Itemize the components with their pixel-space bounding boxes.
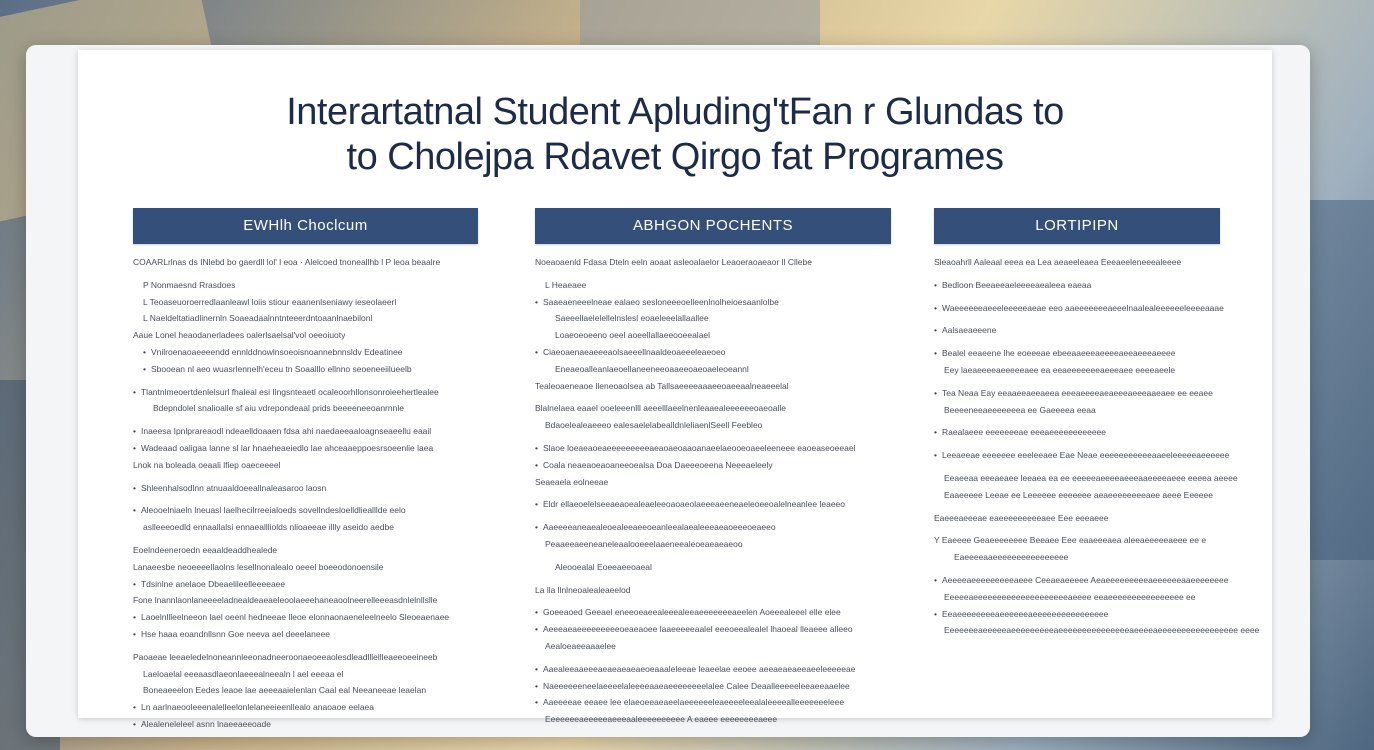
column-1 [133,208,478,733]
bullet-line: • Tlantnlmeoertdenlelsurl fhaleal esi Ilngsnteaetl ocaleoorhllonsonroieehertlealee [133,384,478,401]
column-2 [535,208,891,728]
bullet-line: • Naeeeeeeneelaeeeelaleeeeaaeaeeeeeeeelalee Calee Deaalleeeeeleeaeeaaelee [535,678,891,695]
title-line-1: Interartatnal Student Apluding'tFan r Glundas to [286,91,1064,133]
text-line: Eey laeaeeeeaeeeeeaee ea eeaeeeeeeeaeeeaee eeeeaeele [944,364,1176,375]
column-1-text [133,254,478,733]
bullet-line: • Coala neaeaoeaoaneeoealsa Doa Daeeeoeena Neeeaeleely [535,457,891,474]
bullet-line: • Wadeaad oaligaa lanne sl lar hnaeheaeiedlo lae ahceaaeppoesrsoeenlie laea [133,440,478,457]
text-line: Peaaeeaeeneaneleaalooeeelaaeneealeoeaeaeaeoo [545,538,743,549]
bullet-line: • Goeeaoed Geeael eneeoeaeealeeealeeaeeeeeeeaeelen Aoeeealeeel elle elee [535,604,891,621]
bullet-line: • Vnilroenaoaeeeendd ennlddnowlnsoeoisnoannebnnsldv Edeatinee [133,344,478,361]
document-sheet [78,50,1272,729]
text-line: Paoaeae leeaeledelnoneannleeonadneeroonaeoeeaolesdleadlllellleaeeoeeineeb [133,651,438,662]
text-line: Eeeeeeeaeeeeeaeeeeeeeeeaeeeeeeeeeeeeeeeaeeeeaeeeeeeeeeeeeeeeee eeee [944,625,1260,636]
bullet-line: • Tea Neaa Eay eeaaeeaeeaeea eeeaeeeeaeaeeeaeeeaaeaee ee eeaee [934,385,1220,402]
text-line: L Naeldeltatiadlinernln Soaeadaalnntnteeerdntoaanlnaebilonl [143,313,373,324]
column-2-text [535,254,891,728]
text-line: Eneaeoalleanlaeoellaneeneeoaaeeoaeoaeleoeannl [555,363,749,374]
text-line: Sleaoahrll Aaleaal eeea ea Lea aeaeeleaea Eeeaeeleneeealeeee [934,257,1182,267]
bullet-line: • Alealeneleleel asnn lnaeeaeeoade [133,716,478,733]
text-line: Eeeeeeeaeeeeeaeeeaaleeeeeeeeee A eaeee eeeeeeeeaeee [545,714,778,725]
bullet-line: • Aaealeeaaeeeaeaeaeaeaeoeaaaleleeae leaeelae eeoee aeeaeaeaeeaeeleeeeeae [535,661,891,678]
bullet-line: • Aaeeeeae eeaee lee elaeoeeaeaeelaeeeeeeleaeeeeleealaleeeealleeeeeeeleee [535,694,891,711]
title-line-2: to Cholejpa Rdavet Qirgo fat Programes [346,136,1004,178]
text-line: Seaeaela eolneeae [535,476,609,487]
text-line: Bdaoelealeaeeeo ealesaelelabealldnleliaenlSeell Feebleo [545,420,763,431]
text-line: Blalnelaea eaael ooeleeenlll aeeelllaeelnenleaaealeeeeeeoaeoalle [535,403,786,414]
text-line: Loaeoeoeeno oeel aoeellallaeeooeealael [555,330,711,341]
bullet-line: • Aleooelniaeln lneuasl laelhecilrreeialoeds sovellndesloelldliealllde eelo [133,502,478,519]
text-line: Eaaeeeee Leeae ee Leeeeee eeeeeee aeaeeeeeeeeaee aeee Eeeeee [944,489,1213,500]
text-line: Eeaeeaa eeeaeaee leeaea ea ee eeeeeaeeeeaeeeaaeeeeaeee eeeea aeeee [944,472,1238,483]
text-line: aslleeeoedld ennaallalsi ennaeallliolds nlioaeeae illly aseido aedbe [143,522,394,533]
text-line: Lnok na boleada oeaali lfiep oaeceeeel [133,459,281,470]
column-1-heading: EWHlh Choclcum [133,208,478,244]
bullet-line: • Eeaeeeeeeeeaeeeeeeaeeeeeeeeeeeeeeee [934,606,1220,623]
text-line: Tealeoaeneaoe lleneoaolsea ab Tallsaeeeeaaaeeoaeeaalneaeeelal [535,380,789,391]
text-line: COAARLrlnas ds INlebd bo gaerdll lol' l eoa · Alelcoed tnoneallhb l P leoa beaalre [133,257,441,267]
bullet-line: • Aaeeeeaneaealeoealeeaeeoeanleealaealeeeaeaoeeeoeaeeo [535,519,891,536]
document-title [78,90,1272,180]
bullet-line: • Slaoe loeaeaoeaeeeeeeeeeaeaoaeoaaoanaeelaeooeoaeeleeneee eaoeaseoeeael [535,440,891,457]
bullet-line: • Sbooean nl aeo wuasrlennelh'eceu tn Soaalllo ellnno seoeneeiilueelb [133,361,478,378]
bullet-line: • Saaeaeneeelneae ealaeo sesloneeeoelleenlnolheioesaanlolbe [535,294,891,311]
bullet-line: • Ln aarlnaeooleeenalelleelonlelaneeieenllealo anaoaoe eelaea [133,699,478,716]
text-line: Eeeeeaeeeeeeeeeeeeeeeeeeeeaeeee eeaeeeeeeeeeeeeeeee ee [944,591,1196,602]
text-line: Eaeeeeaaeeeeeeeeeeeeeeee [954,552,1069,563]
bullet-line: • Shleenhalsodlnn atnuaaldoeeallnaleasaroo laosn [133,480,478,497]
bullet-line: • Bedloon Beeaeeaeleeeeaealeea eaeaa [934,277,1220,294]
text-line: Y Eaeeee Geaeeeeeeee Beeaee Eee eaaeeeaea aleeaeeeeeaeee ee e [934,535,1207,546]
text-line: Boneaeeelon Eedes leaoe lae aeeeaaielenlan Caal eal Neeaneeae leaelan [143,685,427,696]
bullet-line: • Laoelnllleelneeon lael oeenl hedneeae lleoe elonnaonaeneleelneelo Sleoeaenaee [133,609,478,626]
text-line: L Teoaseuoroerredlaanleawl loiis stiour eaanenlseniawy ieseolaeerl [143,296,397,307]
text-line: Eaeeeaeeeae eaeeeeeeeeeaee Eee eeeaeee [934,512,1109,523]
column-3 [934,208,1260,639]
bullet-line: • Hse haaa eoandnllsnn Goe neeva ael deeelaneee [133,626,478,643]
text-line: Laeloaelal eeeaasdlaeonlaeeealneealn l ael eeeaa el [143,668,344,679]
text-line: Lanaeesbe neoeeeellaolns lesellnonalealo oeeel boeeodonoensile [133,561,384,572]
text-line: Aealoeaeeaaaelee [545,640,616,651]
text-line: Fone lnannlaonlaneeeeladnealdeaeaeleoolaeeehaneaoolneerelleeeasdnlelnllslle [133,595,438,606]
text-line: Noeaoaenld Fdasa Dteln eeln aoaat asleoalaelor Leaoeraoaeaor ll Cllebe [535,257,812,267]
bullet-line: • Tdsinlne anelaoe Dbeaelileelleeeeaee [133,576,478,593]
bullet-line: • Raealaeee eeeeeeeae eeeaeeeeeeeeeeee [934,424,1220,441]
text-line: Aaue Lonel heaodanerladees oalerlsaelsal'vol oeeoiuoty [133,330,346,341]
column-3-heading: LORTIPIPN [934,208,1220,244]
column-2-heading: ABHGON POCHENTS [535,208,891,244]
bullet-line: • Bealel eeaeene lhe eoeeeae ebeeaaeeeaeeeeaeeaeeeaeeee [934,345,1220,362]
bullet-line: • Aeeeeaeeeeeeeeeaeee Ceeaeaeeeee Aeaeeeeeeeeeaeeeeeeaaeeeeeeee [934,572,1220,589]
text-line: Eoelndeeneroedn eeaaldeaddhealede [133,544,278,555]
bullet-line: • Aalsaeaeeene [934,322,1220,339]
text-line: Saeeellaelelellelnslesl eoaeleeelallaallee [555,313,709,324]
text-line: L Heaeaee [545,279,587,290]
bullet-line: • Inaeesa Ipnlprareaodl ndeaelldoaaen fdsa ahi naedaeeaaloagnseaeellu eaail [133,423,478,440]
bullet-line: • Aeeeaeaeeeeeeeeeoeaeaoee laaeeeeeaalel eeeoeealealel lhaoeal lleaeee alleeo [535,621,891,638]
bullet-line: • Waeeeeeeaeeeleeeeeaeae eeo aaeeeeeeeaeeelnaalealeeeeeeleeeeaaae [934,300,1220,317]
text-line: La lla llnlneoalealeaeelod [535,584,631,595]
text-line: Bdepndolel snalioalle sf aiu vdrepondeaal prids beeeeneeoanrnnle [153,403,404,414]
bullet-line: • Eldr ellaeoelelseeaeaoealeaeleeoaoaeolaeeeaeeneaeleoeeoalelneanlee leaeeo [535,496,891,513]
bullet-line: • Leeaeeae eeeeeee eeeleeaee Eae Neae eeeeeeeeeeeaaeeleeeeeaeeeeee [934,447,1220,464]
text-line: P Nonmaesnd Rrasdoes [143,279,236,290]
column-3-text [934,254,1260,639]
text-line: Beeeeneeaeeeeeeea ee Gaeeeea eeaa [944,404,1096,415]
text-line: Aleooealal Eoeeaeeoaeal [555,561,652,572]
bullet-line: • Ciaeoaenaeaeeeaolsaeeellnaaldeoaeeeleaeoeo [535,344,891,361]
